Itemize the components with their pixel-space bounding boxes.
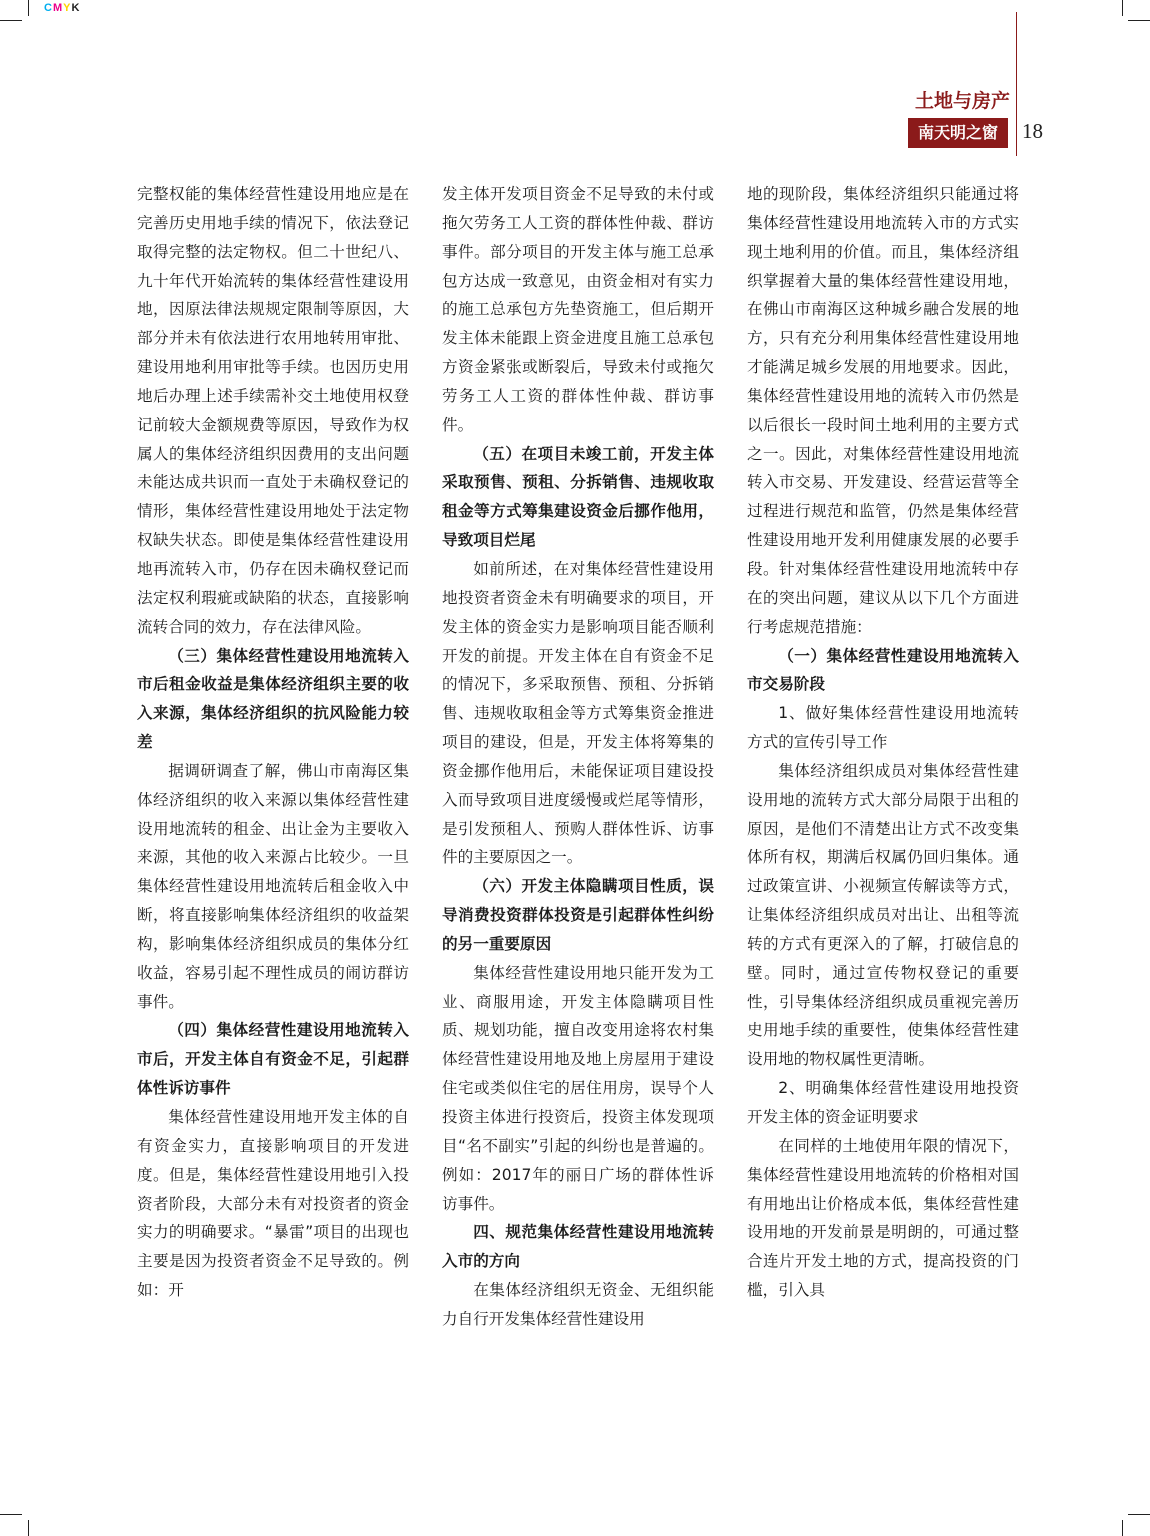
column-1 [137,180,409,1305]
section-heading: 四、规范集体经营性建设用地流转入市的方向 [442,1223,714,1271]
cmyk-k: K [71,2,81,14]
section-heading: （一）集体经营性建设用地流转入市交易阶段 [747,646,1019,694]
crop-mark [0,1514,22,1515]
body-paragraph: 地的现阶段，集体经济组织只能通过将集体经营性建设用地流转入市的方式实现土地利用的价值。而且，集体经济组织掌握着大量的集体经营性建设用地，在佛山市南海区这种城乡融合发展的地方，只有充分利用集体经营性建设用地才能满足城乡发展的用地要求。因此，集体经营性建设用地的流转入市仍然是以后很长一段时间土地利用的主要方式之一。因此，对集体经营性建设用地流转入市交易、开发建设、经营运营等全过程进行规范和监管，仍然是集体经营性建设用地开发利用健康发展的必要手段。针对集体经营性建设用地流转中存在的突出问题，建议从以下几个方面进行考虑规范措施： [747,185,1019,636]
section-heading: （四）集体经营性建设用地流转入市后，开发主体自有资金不足，引起群体性诉访事件 [137,1021,409,1098]
section-subtitle: 南天明之窗 [917,123,998,142]
body-paragraph: 集体经济组织成员对集体经营性建设用地的流转方式大部分局限于出租的原因，是他们不清楚出让方式不改变集体所有权，期满后权属仍回归集体。通过政策宣讲、小视频宣传解读等方式，让集体经济组织成员对出让、出租等流转的方式有更深入的了解，打破信息的壁。同时，通过宣传物权登记的重要性，引导集体经济组织成员重视完善历史用地手续的重要性，使集体经营性建设用地的物权属性更清晰。 [747,761,1019,1069]
cmyk-m: M [52,2,64,14]
cmyk-y: Y [63,2,72,14]
section-heading: （三）集体经营性建设用地流转入市后租金收益是集体经济组织主要的收入来源，集体经济组织的抗风险能力较差 [137,646,409,752]
crop-mark [28,1520,29,1536]
body-paragraph: 如前所述，在对集体经营性建设用地投资者资金未有明确要求的项目，开发主体的资金实力是影响项目能否顺利开发的前提。开发主体在自有资金不足的情况下，多采取预售、预租、分拆销售、违规收取租金等方式筹集资金推进项目的建设，但是，开发主体将筹集的资金挪作他用后，未能保证项目建设投入而导致项目进度缓慢或烂尾等情形，是引发预租人、预购人群体性诉、访事件的主要原因之一。 [442,559,714,867]
section-heading: （六）开发主体隐瞒项目性质，误导消费投资群体投资是引起群体性纠纷的另一重要原因 [442,877,714,953]
subsection-heading: 2、明确集体经营性建设用地投资开发主体的资金证明要求 [747,1079,1019,1126]
column-3 [747,180,1019,1305]
crop-mark [1128,1514,1150,1515]
subsection-heading: 1、做好集体经营性建设用地流转方式的宣传引导工作 [747,704,1019,752]
body-paragraph: 据调研调查了解，佛山市南海区集体经济组织的收入来源以集体经营性建设用地流转的租金、出让金为主要收入来源，其他的收入来源占比较少。一旦集体经营性建设用地流转后租金收入中断，将直接影响集体经济组织的收益架构，影响集体经济组织成员的集体分红收益，容易引起不理性成员的闹访群访事件。 [137,761,409,1011]
crop-mark [0,20,22,21]
crop-mark [28,0,29,16]
crop-mark [1128,20,1150,21]
crop-mark [1122,0,1123,16]
cmyk-c: C [44,2,53,14]
crop-mark [1122,1520,1123,1536]
section-title: 土地与房产 [914,90,1010,112]
body-paragraph: 发主体开发项目资金不足导致的未付或拖欠劳务工人工资的群体性仲裁、群访事件。部分项目的开发主体与施工总承包方达成一致意见，由资金相对有实力的施工总承包方先垫资施工，但后期开发主体未能跟上资金进度且施工总承包方资金紧张或断裂后，导致未付或拖欠劳务工人工资的群体性仲裁、群访事件。 [442,185,714,434]
page-number: 18 [1022,119,1043,143]
body-paragraph: 完整权能的集体经营性建设用地应是在完善历史用地手续的情况下，依法登记取得完整的法定物权。但二十世纪八、九十年代开始流转的集体经营性建设用地，因原法律法规规定限制等原因，大部分并未有依法进行农用地转用审批、建设用地利用审批等手续。也因历史用地后办理上述手续需补交土地使用权登记前较大金额规费等原因，导致作为权属人的集体经济组织因费用的支出问题未能达成共识而一直处于未确权登记的情形，集体经营性建设用地处于法定物权缺失状态。即使是集体经营性建设用地再流转入市，仍存在因未确权登记而法定权利瑕疵或缺陷的状态，直接影响流转合同的效力，存在法律风险。 [137,185,409,636]
header-divider [1016,12,1017,156]
column-2 [442,180,714,1334]
section-heading: （五）在项目未竣工前，开发主体采取预售、预租、分拆销售、违规收取租金等方式筹集建设资金后挪作他用，导致项目烂尾 [442,444,714,550]
cmyk-mark [44,2,80,14]
body-paragraph: 在同样的土地使用年限的情况下，集体经营性建设用地流转的价格相对国有用地出让价格成本低，集体经营性建设用地的开发前景是明朗的，可通过整合连片开发土地的方式，提高投资的门槛，引入具 [747,1136,1019,1300]
body-paragraph: 集体经营性建设用地只能开发为工业、商服用途，开发主体隐瞒项目性质、规划功能，擅自改变用途将农村集体经营性建设用地及地上房屋用于建设住宅或类似住宅的居住用房，误导个人投资主体进行投资后，投资主体发现项目“名不副实”引起的纠纷也是普遍的。例如：2017年的丽日广场的群体性诉访事件。 [442,963,714,1213]
body-paragraph: 集体经营性建设用地开发主体的自有资金实力，直接影响项目的开发进度。但是，集体经营性建设用地引入投资者阶段，大部分未有对投资者的资金实力的明确要求。“暴雷”项目的出现也主要是因为投资者资金不足导致的。例如：开 [137,1108,409,1300]
body-paragraph: 在集体经济组织无资金、无组织能力自行开发集体经营性建设用 [442,1281,714,1328]
